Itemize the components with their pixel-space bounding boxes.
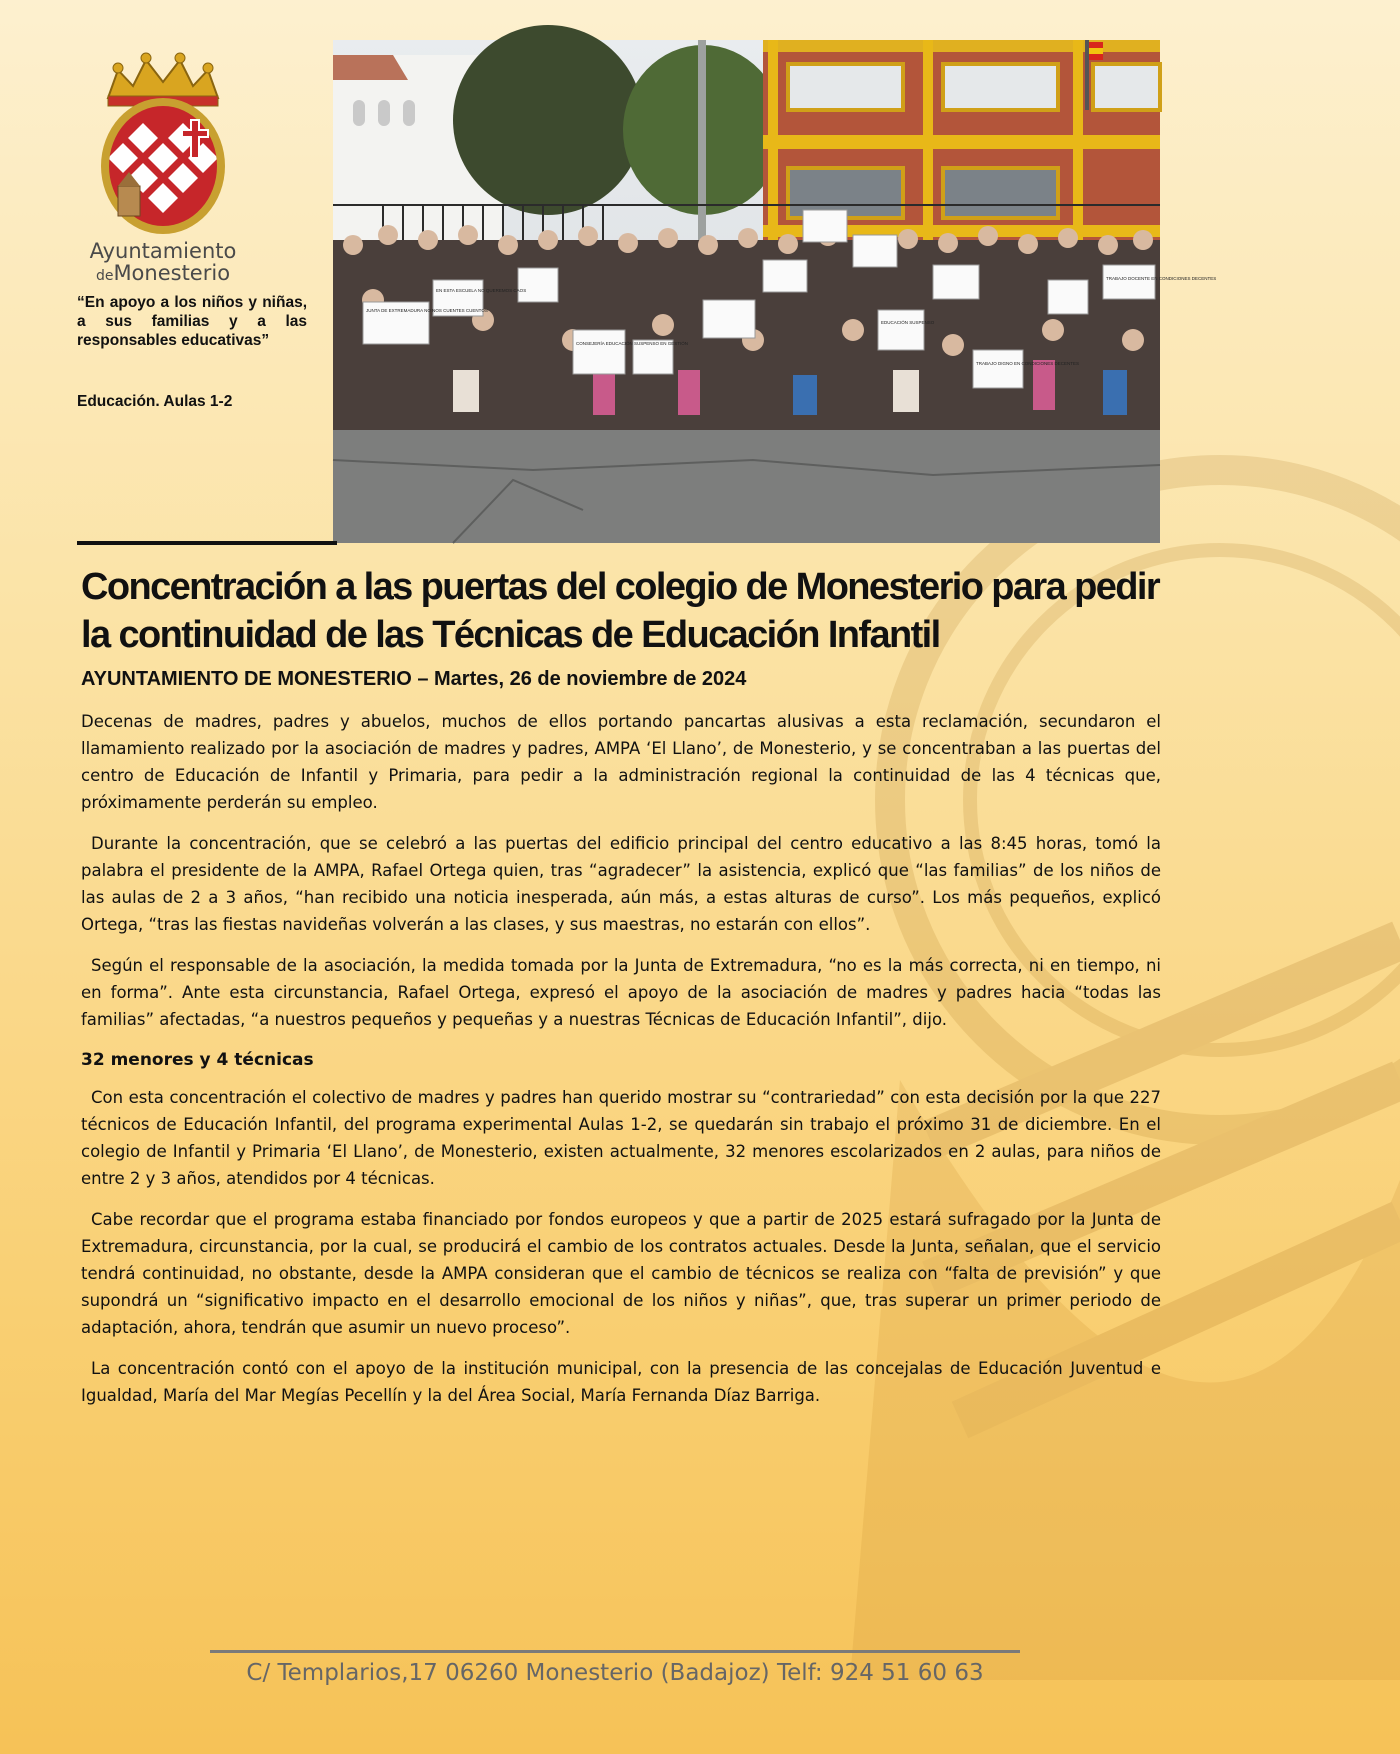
org-line-1: Ayuntamiento [89, 239, 237, 263]
org-line-2 [60, 262, 266, 284]
sign-text-6: TRABAJO DOCENTE EN CONDICIONES DECENTES [1106, 276, 1217, 281]
article-headline: Concentración a las puertas del colegio de Monesterio para pedir la continuidad de las Técnicas de Educación Infantil [81, 566, 1160, 656]
org-line-2-prefix: de [95, 268, 114, 285]
article-paragraph-1: Decenas de madres, padres y abuelos, muchos de ellos portando pancartas alusivas a esta reclamación, secundaron el llamamiento realizado por la asociación de madres y padres, AMPA ‘El Llano’, de Monesterio, y se concentraban a las puertas del centro de Educación de Infantil y Primaria, para pedir a la administración regional la continuidad de las 4 técnicas que, próximamente perderán su empleo. [81, 712, 1161, 812]
article-paragraph-5: Cabe recordar que el programa estaba financiado por fondos europeos y que a partir de 2025 estará sufragado por la Junta de Extremadura, circunstancia, por la cual, se producirá el cambio de los contratos actuales. Desde la Junta, señalan, que el servicio tendrá continuidad, no obstante, desde la AMPA consideran que el cambio de técnicos se realiza con “falta de previsión” y que supondrá un “significativo impacto en el desarrollo emocional de los niños y niñas”, que, tras superar un primer periodo de adaptación, ahora, tendrán que asumir un nuevo proceso”. [81, 1210, 1161, 1337]
sign-text-1: JUNTA DE EXTREMADURA NO NOS CUENTES CUENTOS [366, 308, 488, 313]
sign-text-4: EDUCACIÓN SUSPENSO [881, 320, 935, 325]
article-subheading: 32 menores y 4 técnicas [81, 1050, 314, 1070]
section-label: Educación. Aulas 1-2 [77, 393, 233, 410]
org-line-2-name: Monesterio [113, 261, 231, 286]
organization-name [60, 240, 266, 284]
sign-text-3: CONSEJERÍA EDUCACIÓN SUSPENSO EN GESTIÓN [576, 341, 689, 346]
header-rule [77, 541, 337, 545]
motto: “En apoyo a los niños y niñas, a sus familias y a las responsables educativas” [77, 294, 307, 349]
article-byline: AYUNTAMIENTO DE MONESTERIO – Martes, 26 de noviembre de 2024 [81, 668, 747, 690]
article-paragraph-3: Según el responsable de la asociación, la medida tomada por la Junta de Extremadura, “no es la más correcta, ni en tiempo, ni en forma”. Ante esta circunstancia, Rafael Ortega, expresó el apoyo de la asociación de madres y padres hacia “todas las familias” afectadas, “a nuestros pequeños y pequeñas y a nuestras Técnicas de Educación Infantil”, dijo. [81, 956, 1161, 1029]
article-paragraph-4: Con esta concentración el colectivo de madres y padres han querido mostrar su “contrariedad” con esta decisión por la que 227 técnicos de Educación Infantil, del programa experimental Aulas 1-2, se quedarán sin trabajo el próximo 31 de diciembre. En el colegio de Infantil y Primaria ‘El Llano’, de Monesterio, existen actualmente, 32 menores escolarizados en 2 aulas, para niños de entre 2 y 3 años, atendidos por 4 técnicas. [81, 1088, 1161, 1188]
article-paragraph-6: La concentración contó con el apoyo de la institución municipal, con la presencia de las concejalas de Educación Juventud e Igualdad, María del Mar Megías Pecellín y la del Área Social, María Fernanda Díaz Barriga. [81, 1359, 1161, 1405]
footer-rule [210, 1650, 1020, 1653]
footer-address: C/ Templarios,17 06260 Monesterio (Badajoz) Telf: 924 51 60 63 [246, 1660, 984, 1686]
sign-text-2: EN ESTA ESCUELA NO QUEREMOS CAOS [436, 288, 527, 293]
coat-of-arms-logo [88, 48, 238, 238]
article-paragraph-2: Durante la concentración, que se celebró a las puertas del edificio principal del centro educativo a las 8:45 horas, tomó la palabra el presidente de la AMPA, Rafael Ortega quien, tras “agradecer” la asistencia, explicó que “las familias” de los niños de las aulas de 2 a 3 años, “han recibido una noticia inesperada, aún más, a estas alturas de curso”. Los más pequeños, explicó Ortega, “tras las fiestas navideñas volverán a las clases, y sus maestras, no estarán con ellos”. [81, 834, 1161, 934]
protest-photo [333, 40, 1217, 543]
sign-text-5: TRABAJO DIGNO EN CONDICIONES DECENTES [976, 361, 1080, 366]
article-body [81, 708, 1161, 1423]
